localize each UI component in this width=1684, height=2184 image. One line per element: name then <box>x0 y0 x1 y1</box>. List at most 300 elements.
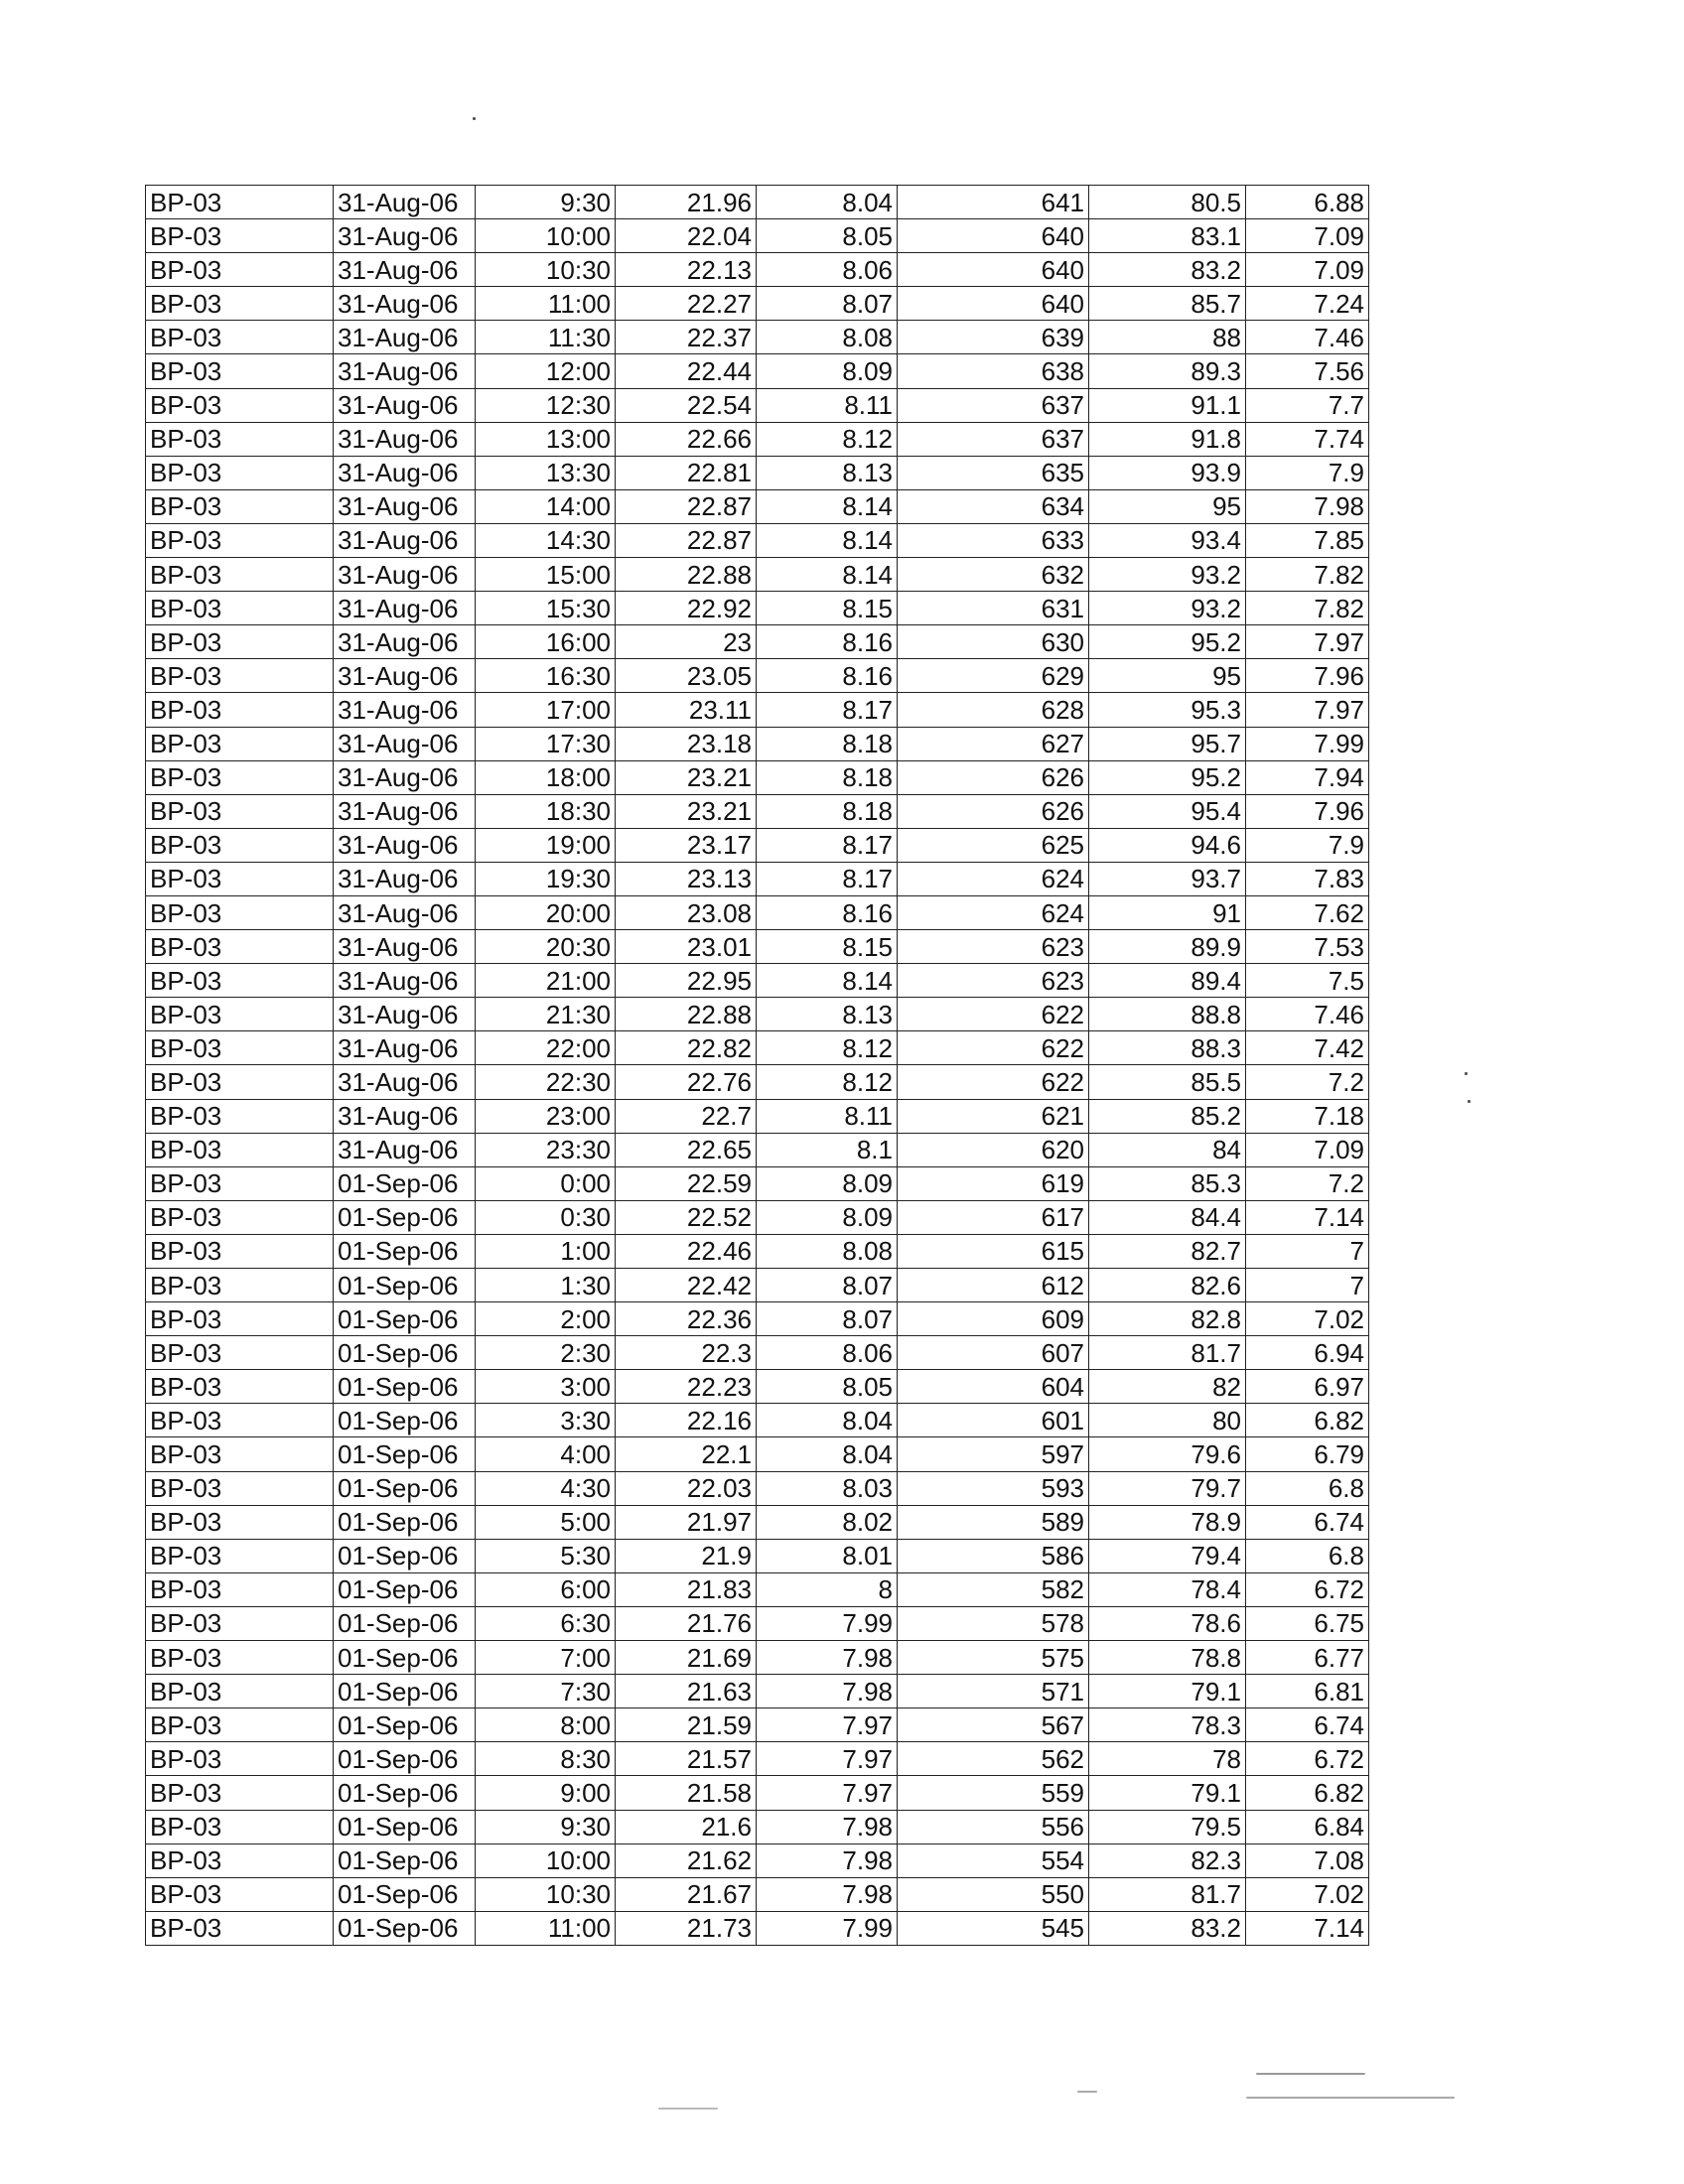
time-cell: 17:30 <box>476 727 616 760</box>
table-row <box>146 1742 1369 1776</box>
station-cell: BP-03 <box>146 693 334 727</box>
station-cell: BP-03 <box>146 1641 334 1675</box>
do-percent-cell: 93.2 <box>1089 558 1246 592</box>
conductivity-cell: 626 <box>898 794 1089 828</box>
do-percent-cell: 82.3 <box>1089 1843 1246 1877</box>
do-mgl-cell: 6.72 <box>1246 1572 1369 1606</box>
time-cell: 18:30 <box>476 794 616 828</box>
ph-cell: 8.15 <box>757 930 898 964</box>
temperature-cell: 22.87 <box>616 523 757 557</box>
date-cell: 01-Sep-06 <box>334 1437 476 1471</box>
do-percent-cell: 85.3 <box>1089 1166 1246 1200</box>
do-mgl-cell: 7.02 <box>1246 1302 1369 1336</box>
station-cell: BP-03 <box>146 1471 334 1505</box>
time-cell: 3:00 <box>476 1370 616 1404</box>
ph-cell: 8.13 <box>757 456 898 489</box>
station-cell: BP-03 <box>146 523 334 557</box>
time-cell: 2:00 <box>476 1302 616 1336</box>
do-mgl-cell: 6.74 <box>1246 1708 1369 1742</box>
conductivity-cell: 624 <box>898 862 1089 895</box>
time-cell: 19:00 <box>476 828 616 862</box>
ph-cell: 8.09 <box>757 354 898 388</box>
do-percent-cell: 93.9 <box>1089 456 1246 489</box>
temperature-cell: 21.97 <box>616 1505 757 1539</box>
conductivity-cell: 589 <box>898 1505 1089 1539</box>
time-cell: 1:00 <box>476 1234 616 1268</box>
table-row <box>146 625 1369 659</box>
ph-cell: 8.18 <box>757 794 898 828</box>
do-mgl-cell: 7.82 <box>1246 558 1369 592</box>
temperature-cell: 22.23 <box>616 1370 757 1404</box>
do-percent-cell: 78.6 <box>1089 1606 1246 1640</box>
table-row <box>146 1843 1369 1877</box>
ph-cell: 8.06 <box>757 1336 898 1370</box>
time-cell: 23:00 <box>476 1099 616 1133</box>
station-cell: BP-03 <box>146 186 334 219</box>
scan-speck <box>658 2108 718 2110</box>
table-row <box>146 1505 1369 1539</box>
ph-cell: 8.07 <box>757 1269 898 1302</box>
time-cell: 21:30 <box>476 998 616 1031</box>
time-cell: 0:30 <box>476 1200 616 1234</box>
do-percent-cell: 80 <box>1089 1404 1246 1437</box>
time-cell: 21:00 <box>476 964 616 998</box>
do-mgl-cell: 7 <box>1246 1269 1369 1302</box>
table-row <box>146 998 1369 1031</box>
station-cell: BP-03 <box>146 1572 334 1606</box>
time-cell: 0:00 <box>476 1166 616 1200</box>
do-percent-cell: 95.2 <box>1089 760 1246 794</box>
ph-cell: 8.17 <box>757 862 898 895</box>
temperature-cell: 22.03 <box>616 1471 757 1505</box>
conductivity-cell: 593 <box>898 1471 1089 1505</box>
date-cell: 31-Aug-06 <box>334 998 476 1031</box>
table-row <box>146 287 1369 321</box>
time-cell: 7:00 <box>476 1641 616 1675</box>
station-cell: BP-03 <box>146 388 334 422</box>
table-row <box>146 1675 1369 1708</box>
temperature-cell: 21.63 <box>616 1675 757 1708</box>
conductivity-cell: 637 <box>898 388 1089 422</box>
date-cell: 01-Sep-06 <box>334 1302 476 1336</box>
temperature-cell: 22.88 <box>616 998 757 1031</box>
ph-cell: 8.05 <box>757 1370 898 1404</box>
do-mgl-cell: 7.9 <box>1246 456 1369 489</box>
time-cell: 14:30 <box>476 523 616 557</box>
do-mgl-cell: 7.09 <box>1246 1133 1369 1166</box>
temperature-cell: 21.69 <box>616 1641 757 1675</box>
time-cell: 14:00 <box>476 489 616 523</box>
ph-cell: 8.11 <box>757 1099 898 1133</box>
conductivity-cell: 578 <box>898 1606 1089 1640</box>
time-cell: 13:00 <box>476 422 616 456</box>
conductivity-cell: 622 <box>898 1031 1089 1065</box>
temperature-cell: 22.44 <box>616 354 757 388</box>
time-cell: 10:00 <box>476 219 616 253</box>
temperature-cell: 22.65 <box>616 1133 757 1166</box>
do-percent-cell: 83.2 <box>1089 1911 1246 1945</box>
table-row <box>146 1877 1369 1911</box>
time-cell: 13:30 <box>476 456 616 489</box>
time-cell: 4:00 <box>476 1437 616 1471</box>
station-cell: BP-03 <box>146 828 334 862</box>
do-percent-cell: 88.3 <box>1089 1031 1246 1065</box>
conductivity-cell: 637 <box>898 422 1089 456</box>
temperature-cell: 23.21 <box>616 794 757 828</box>
do-mgl-cell: 7.2 <box>1246 1065 1369 1099</box>
temperature-cell: 22.82 <box>616 1031 757 1065</box>
temperature-cell: 22.54 <box>616 388 757 422</box>
ph-cell: 8.04 <box>757 186 898 219</box>
date-cell: 01-Sep-06 <box>334 1572 476 1606</box>
date-cell: 31-Aug-06 <box>334 219 476 253</box>
station-cell: BP-03 <box>146 1336 334 1370</box>
station-cell: BP-03 <box>146 321 334 354</box>
station-cell: BP-03 <box>146 895 334 929</box>
conductivity-cell: 567 <box>898 1708 1089 1742</box>
conductivity-cell: 640 <box>898 287 1089 321</box>
table-row <box>146 760 1369 794</box>
date-cell: 01-Sep-06 <box>334 1539 476 1572</box>
time-cell: 4:30 <box>476 1471 616 1505</box>
do-mgl-cell: 6.82 <box>1246 1404 1369 1437</box>
conductivity-cell: 620 <box>898 1133 1089 1166</box>
time-cell: 7:30 <box>476 1675 616 1708</box>
date-cell: 01-Sep-06 <box>334 1404 476 1437</box>
station-cell: BP-03 <box>146 625 334 659</box>
table-row <box>146 1099 1369 1133</box>
do-mgl-cell: 6.84 <box>1246 1810 1369 1843</box>
conductivity-cell: 559 <box>898 1776 1089 1810</box>
do-mgl-cell: 7.94 <box>1246 760 1369 794</box>
table-body <box>146 186 1369 1946</box>
do-mgl-cell: 7.09 <box>1246 253 1369 287</box>
ph-cell: 8.12 <box>757 1065 898 1099</box>
temperature-cell: 21.59 <box>616 1708 757 1742</box>
table-row <box>146 388 1369 422</box>
station-cell: BP-03 <box>146 456 334 489</box>
table-row <box>146 727 1369 760</box>
temperature-cell: 22.36 <box>616 1302 757 1336</box>
table-row <box>146 1065 1369 1099</box>
table-row <box>146 930 1369 964</box>
do-mgl-cell: 6.8 <box>1246 1539 1369 1572</box>
ph-cell: 8.17 <box>757 828 898 862</box>
time-cell: 9:30 <box>476 186 616 219</box>
temperature-cell: 23.13 <box>616 862 757 895</box>
ph-cell: 8.14 <box>757 964 898 998</box>
date-cell: 31-Aug-06 <box>334 1031 476 1065</box>
conductivity-cell: 628 <box>898 693 1089 727</box>
table-row <box>146 1911 1369 1945</box>
ph-cell: 7.98 <box>757 1641 898 1675</box>
station-cell: BP-03 <box>146 1031 334 1065</box>
date-cell: 31-Aug-06 <box>334 422 476 456</box>
temperature-cell: 22.27 <box>616 287 757 321</box>
conductivity-cell: 582 <box>898 1572 1089 1606</box>
date-cell: 01-Sep-06 <box>334 1269 476 1302</box>
date-cell: 01-Sep-06 <box>334 1234 476 1268</box>
station-cell: BP-03 <box>146 1708 334 1742</box>
station-cell: BP-03 <box>146 287 334 321</box>
station-cell: BP-03 <box>146 1404 334 1437</box>
do-percent-cell: 95 <box>1089 489 1246 523</box>
date-cell: 01-Sep-06 <box>334 1911 476 1945</box>
table-row <box>146 354 1369 388</box>
do-percent-cell: 95.7 <box>1089 727 1246 760</box>
date-cell: 31-Aug-06 <box>334 794 476 828</box>
station-cell: BP-03 <box>146 1437 334 1471</box>
table-row <box>146 489 1369 523</box>
do-mgl-cell: 7.46 <box>1246 998 1369 1031</box>
temperature-cell: 22.46 <box>616 1234 757 1268</box>
conductivity-cell: 554 <box>898 1843 1089 1877</box>
table-row <box>146 794 1369 828</box>
do-percent-cell: 91.8 <box>1089 422 1246 456</box>
conductivity-cell: 631 <box>898 592 1089 625</box>
scan-speck <box>473 117 476 120</box>
date-cell: 31-Aug-06 <box>334 693 476 727</box>
do-percent-cell: 85.5 <box>1089 1065 1246 1099</box>
conductivity-cell: 625 <box>898 828 1089 862</box>
do-percent-cell: 95.4 <box>1089 794 1246 828</box>
temperature-cell: 22.3 <box>616 1336 757 1370</box>
do-percent-cell: 82.7 <box>1089 1234 1246 1268</box>
table-row <box>146 828 1369 862</box>
conductivity-cell: 633 <box>898 523 1089 557</box>
time-cell: 18:00 <box>476 760 616 794</box>
temperature-cell: 22.92 <box>616 592 757 625</box>
temperature-cell: 22.37 <box>616 321 757 354</box>
table-row <box>146 1539 1369 1572</box>
temperature-cell: 23.01 <box>616 930 757 964</box>
date-cell: 31-Aug-06 <box>334 659 476 693</box>
scan-speck <box>1468 1100 1471 1103</box>
date-cell: 31-Aug-06 <box>334 1065 476 1099</box>
station-cell: BP-03 <box>146 354 334 388</box>
ph-cell: 7.97 <box>757 1708 898 1742</box>
do-percent-cell: 82 <box>1089 1370 1246 1404</box>
time-cell: 5:30 <box>476 1539 616 1572</box>
temperature-cell: 23.11 <box>616 693 757 727</box>
do-mgl-cell: 7.2 <box>1246 1166 1369 1200</box>
date-cell: 31-Aug-06 <box>334 727 476 760</box>
scan-speck <box>1077 2091 1097 2093</box>
table-row <box>146 895 1369 929</box>
scan-speck <box>1256 2073 1365 2075</box>
conductivity-cell: 623 <box>898 930 1089 964</box>
date-cell: 31-Aug-06 <box>334 964 476 998</box>
station-cell: BP-03 <box>146 592 334 625</box>
station-cell: BP-03 <box>146 1302 334 1336</box>
table-row <box>146 1572 1369 1606</box>
conductivity-cell: 612 <box>898 1269 1089 1302</box>
ph-cell: 8.15 <box>757 592 898 625</box>
ph-cell: 8.09 <box>757 1200 898 1234</box>
time-cell: 10:30 <box>476 253 616 287</box>
temperature-cell: 22.66 <box>616 422 757 456</box>
do-mgl-cell: 7.96 <box>1246 794 1369 828</box>
date-cell: 01-Sep-06 <box>334 1505 476 1539</box>
date-cell: 31-Aug-06 <box>334 287 476 321</box>
do-mgl-cell: 6.88 <box>1246 186 1369 219</box>
table-row <box>146 592 1369 625</box>
conductivity-cell: 601 <box>898 1404 1089 1437</box>
date-cell: 01-Sep-06 <box>334 1166 476 1200</box>
do-mgl-cell: 7.08 <box>1246 1843 1369 1877</box>
conductivity-cell: 617 <box>898 1200 1089 1234</box>
do-mgl-cell: 7.97 <box>1246 693 1369 727</box>
do-percent-cell: 93.2 <box>1089 592 1246 625</box>
do-mgl-cell: 7.42 <box>1246 1031 1369 1065</box>
do-mgl-cell: 6.81 <box>1246 1675 1369 1708</box>
table-row <box>146 321 1369 354</box>
do-mgl-cell: 7.02 <box>1246 1877 1369 1911</box>
ph-cell: 8.14 <box>757 489 898 523</box>
station-cell: BP-03 <box>146 1911 334 1945</box>
ph-cell: 8.07 <box>757 1302 898 1336</box>
do-mgl-cell: 7.5 <box>1246 964 1369 998</box>
do-percent-cell: 79.1 <box>1089 1776 1246 1810</box>
station-cell: BP-03 <box>146 422 334 456</box>
do-percent-cell: 79.4 <box>1089 1539 1246 1572</box>
date-cell: 31-Aug-06 <box>334 388 476 422</box>
ph-cell: 8.18 <box>757 760 898 794</box>
conductivity-cell: 629 <box>898 659 1089 693</box>
ph-cell: 8.09 <box>757 1166 898 1200</box>
station-cell: BP-03 <box>146 1166 334 1200</box>
table-row <box>146 1200 1369 1234</box>
ph-cell: 8.18 <box>757 727 898 760</box>
conductivity-cell: 634 <box>898 489 1089 523</box>
station-cell: BP-03 <box>146 964 334 998</box>
ph-cell: 8.1 <box>757 1133 898 1166</box>
table-row <box>146 1606 1369 1640</box>
date-cell: 31-Aug-06 <box>334 625 476 659</box>
do-percent-cell: 85.7 <box>1089 287 1246 321</box>
do-percent-cell: 79.1 <box>1089 1675 1246 1708</box>
ph-cell: 8.13 <box>757 998 898 1031</box>
ph-cell: 8.08 <box>757 1234 898 1268</box>
conductivity-cell: 609 <box>898 1302 1089 1336</box>
do-percent-cell: 91 <box>1089 895 1246 929</box>
do-percent-cell: 84.4 <box>1089 1200 1246 1234</box>
table-row <box>146 253 1369 287</box>
do-percent-cell: 95.3 <box>1089 693 1246 727</box>
station-cell: BP-03 <box>146 219 334 253</box>
temperature-cell: 23.18 <box>616 727 757 760</box>
time-cell: 22:30 <box>476 1065 616 1099</box>
time-cell: 19:30 <box>476 862 616 895</box>
do-mgl-cell: 7.99 <box>1246 727 1369 760</box>
ph-cell: 8.01 <box>757 1539 898 1572</box>
ph-cell: 7.98 <box>757 1675 898 1708</box>
table-row <box>146 659 1369 693</box>
ph-cell: 8.14 <box>757 558 898 592</box>
table-row <box>146 862 1369 895</box>
temperature-cell: 21.96 <box>616 186 757 219</box>
date-cell: 31-Aug-06 <box>334 456 476 489</box>
conductivity-cell: 630 <box>898 625 1089 659</box>
table-row <box>146 1708 1369 1742</box>
temperature-cell: 21.73 <box>616 1911 757 1945</box>
table-row <box>146 1133 1369 1166</box>
time-cell: 9:00 <box>476 1776 616 1810</box>
temperature-cell: 22.04 <box>616 219 757 253</box>
ph-cell: 8.16 <box>757 659 898 693</box>
ph-cell: 8 <box>757 1572 898 1606</box>
station-cell: BP-03 <box>146 253 334 287</box>
time-cell: 12:00 <box>476 354 616 388</box>
temperature-cell: 22.7 <box>616 1099 757 1133</box>
temperature-cell: 23.08 <box>616 895 757 929</box>
do-mgl-cell: 7.97 <box>1246 625 1369 659</box>
time-cell: 11:30 <box>476 321 616 354</box>
table-row <box>146 1437 1369 1471</box>
ph-cell: 7.97 <box>757 1776 898 1810</box>
do-percent-cell: 78.9 <box>1089 1505 1246 1539</box>
date-cell: 31-Aug-06 <box>334 558 476 592</box>
time-cell: 20:00 <box>476 895 616 929</box>
station-cell: BP-03 <box>146 760 334 794</box>
conductivity-cell: 622 <box>898 998 1089 1031</box>
do-mgl-cell: 6.79 <box>1246 1437 1369 1471</box>
do-percent-cell: 89.3 <box>1089 354 1246 388</box>
do-percent-cell: 81.7 <box>1089 1877 1246 1911</box>
temperature-cell: 23 <box>616 625 757 659</box>
date-cell: 31-Aug-06 <box>334 828 476 862</box>
do-mgl-cell: 7.14 <box>1246 1911 1369 1945</box>
table-row <box>146 1166 1369 1200</box>
do-mgl-cell: 6.77 <box>1246 1641 1369 1675</box>
do-mgl-cell: 7.98 <box>1246 489 1369 523</box>
table-row <box>146 1641 1369 1675</box>
temperature-cell: 21.6 <box>616 1810 757 1843</box>
ph-cell: 8.05 <box>757 219 898 253</box>
station-cell: BP-03 <box>146 1099 334 1133</box>
time-cell: 10:30 <box>476 1877 616 1911</box>
do-mgl-cell: 7.74 <box>1246 422 1369 456</box>
time-cell: 9:30 <box>476 1810 616 1843</box>
ph-cell: 7.98 <box>757 1843 898 1877</box>
temperature-cell: 21.67 <box>616 1877 757 1911</box>
do-mgl-cell: 6.8 <box>1246 1471 1369 1505</box>
do-mgl-cell: 6.97 <box>1246 1370 1369 1404</box>
conductivity-cell: 575 <box>898 1641 1089 1675</box>
do-percent-cell: 78.8 <box>1089 1641 1246 1675</box>
conductivity-cell: 641 <box>898 186 1089 219</box>
conductivity-cell: 586 <box>898 1539 1089 1572</box>
conductivity-cell: 622 <box>898 1065 1089 1099</box>
do-mgl-cell: 7.9 <box>1246 828 1369 862</box>
ph-cell: 8.02 <box>757 1505 898 1539</box>
ph-cell: 8.11 <box>757 388 898 422</box>
conductivity-cell: 638 <box>898 354 1089 388</box>
conductivity-cell: 621 <box>898 1099 1089 1133</box>
date-cell: 01-Sep-06 <box>334 1471 476 1505</box>
table-row <box>146 1471 1369 1505</box>
station-cell: BP-03 <box>146 1200 334 1234</box>
table-row <box>146 558 1369 592</box>
date-cell: 31-Aug-06 <box>334 930 476 964</box>
do-percent-cell: 88.8 <box>1089 998 1246 1031</box>
temperature-cell: 22.59 <box>616 1166 757 1200</box>
date-cell: 01-Sep-06 <box>334 1776 476 1810</box>
do-percent-cell: 82.6 <box>1089 1269 1246 1302</box>
date-cell: 31-Aug-06 <box>334 354 476 388</box>
time-cell: 15:30 <box>476 592 616 625</box>
table-row <box>146 219 1369 253</box>
